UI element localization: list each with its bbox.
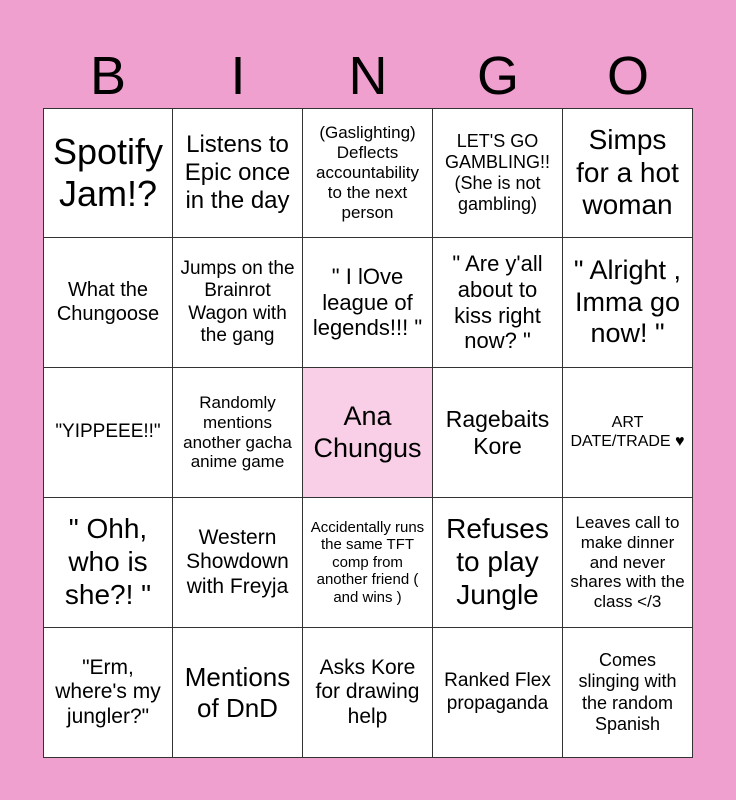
bingo-cell[interactable]: Ragebaits Kore xyxy=(433,368,563,498)
bingo-cell[interactable]: " Ohh, who is she?! " xyxy=(43,498,173,628)
bingo-cell[interactable]: Jumps on the Brainrot Wagon with the gang xyxy=(173,238,303,368)
bingo-cell[interactable]: "Erm, where's my jungler?" xyxy=(43,628,173,758)
bingo-card xyxy=(43,108,693,758)
bingo-cell[interactable]: ART DATE/TRADE ♥ xyxy=(563,368,693,498)
bingo-cell[interactable]: Listens to Epic once in the day xyxy=(173,108,303,238)
bingo-free-space[interactable]: Ana Chungus xyxy=(303,368,433,498)
bingo-cell[interactable]: Leaves call to make dinner and never shares with the class </3 xyxy=(563,498,693,628)
bingo-cell[interactable]: Refuses to play Jungle xyxy=(433,498,563,628)
bingo-cell[interactable]: LET'S GO GAMBLING!! (She is not gambling) xyxy=(433,108,563,238)
header-letter-b: B xyxy=(89,46,127,106)
bingo-cell[interactable]: " Are y'all about to kiss right now? " xyxy=(433,238,563,368)
header-letter-n: N xyxy=(348,46,388,106)
bingo-header xyxy=(43,48,693,104)
bingo-cell[interactable]: What the Chungoose xyxy=(43,238,173,368)
bingo-cell[interactable]: Comes slinging with the random Spanish xyxy=(563,628,693,758)
bingo-cell[interactable]: " I lOve league of legends!!! " xyxy=(303,238,433,368)
bingo-cell[interactable]: Accidentally runs the same TFT comp from another friend ( and wins ) xyxy=(303,498,433,628)
bingo-cell[interactable]: Spotify Jam!? xyxy=(43,108,173,238)
bingo-cell[interactable]: Asks Kore for drawing help xyxy=(303,628,433,758)
bingo-cell[interactable]: Simps for a hot woman xyxy=(563,108,693,238)
bingo-cell[interactable]: Randomly mentions another gacha anime game xyxy=(173,368,303,498)
bingo-cell[interactable]: Western Showdown with Freyja xyxy=(173,498,303,628)
header-letter-i: I xyxy=(230,46,246,106)
bingo-cell[interactable]: Ranked Flex propaganda xyxy=(433,628,563,758)
bingo-cell[interactable]: "YIPPEEE!!" xyxy=(43,368,173,498)
header-letter-o: O xyxy=(606,46,649,106)
bingo-cell[interactable]: (Gaslighting) Deflects accountability to the next person xyxy=(303,108,433,238)
header-letter-g: G xyxy=(476,46,519,106)
bingo-cell[interactable]: " Alright , Imma go now! " xyxy=(563,238,693,368)
bingo-cell[interactable]: Mentions of DnD xyxy=(173,628,303,758)
